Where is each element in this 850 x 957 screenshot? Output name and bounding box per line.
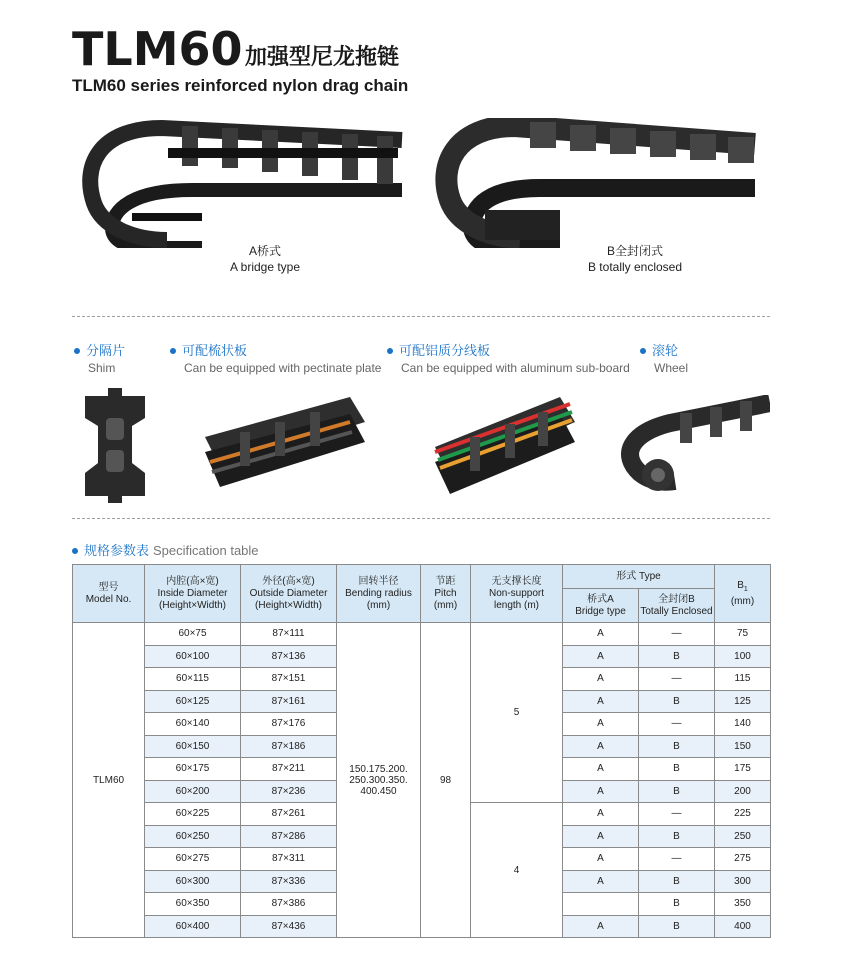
enclosed-type-cell: — [639,668,715,691]
non-support-cell: 4 [471,803,563,938]
inside-diameter-cell: 60×250 [145,825,241,848]
outside-diameter-cell: 87×151 [241,668,337,691]
inside-diameter-cell: 60×140 [145,713,241,736]
col-form-type: 形式 Type [563,565,715,589]
inside-diameter-cell: 60×150 [145,735,241,758]
enclosed-type-cell: — [639,713,715,736]
feature-pectinate-sub: Can be equipped with pectinate plate [184,361,382,375]
bullet-icon [72,548,78,554]
inside-diameter-cell: 60×350 [145,893,241,916]
enclosed-type-cell: — [639,803,715,826]
b1-cell: 350 [715,893,771,916]
inside-diameter-cell: 60×225 [145,803,241,826]
enclosed-type-cell: — [639,623,715,646]
inside-diameter-cell: 60×115 [145,668,241,691]
outside-diameter-cell: 87×176 [241,713,337,736]
outside-diameter-cell: 87×336 [241,870,337,893]
feature-aluminum-sub: Can be equipped with aluminum sub-board [401,361,630,375]
enclosed-type-cell: B [639,870,715,893]
col-b1: $B_1$ (mm) [715,565,771,623]
col-inside-diameter: 内腔(高×宽) Inside Diameter (Height×Width) [145,565,241,623]
outside-diameter-cell: 87×111 [241,623,337,646]
col-totally-enclosed: 全封闭B Totally Enclosed [639,589,715,623]
bullet-icon [170,348,176,354]
feature-shim-sub: Shim [88,361,116,375]
outside-diameter-cell: 87×261 [241,803,337,826]
feature-aluminum-label: 可配铝质分线板 [387,340,490,359]
bridge-type-cell: A [563,713,639,736]
outside-diameter-cell: 87×436 [241,915,337,938]
enclosed-type-cell: — [639,848,715,871]
b1-cell: 225 [715,803,771,826]
shim-image [80,388,150,503]
bullet-icon [387,348,393,354]
b1-cell: 150 [715,735,771,758]
inside-diameter-cell: 60×300 [145,870,241,893]
page-subtitle: TLM60 series reinforced nylon drag chain [72,76,409,95]
bridge-type-chain-image [72,118,417,248]
bridge-type-cell [563,893,639,916]
bridge-type-caption-en: A bridge type [229,260,301,274]
bridge-type-cell: A [563,848,639,871]
inside-diameter-cell: 60×75 [145,623,241,646]
col-non-support-length: 无支撑长度 Non-support length (m) [471,565,563,623]
outside-diameter-cell: 87×286 [241,825,337,848]
bending-radius-cell: 150.175.200. 250.300.350. 400.450 [337,623,421,938]
non-support-cell: 5 [471,623,563,803]
inside-diameter-cell: 60×175 [145,758,241,781]
bridge-type-cell: A [563,668,639,691]
outside-diameter-cell: 87×136 [241,645,337,668]
inside-diameter-cell: 60×200 [145,780,241,803]
b1-cell: 275 [715,848,771,871]
col-outside-diameter: 外径(高×宽) Outside Diameter (Height×Width) [241,565,337,623]
inside-diameter-cell: 60×400 [145,915,241,938]
bullet-icon [74,348,80,354]
outside-diameter-cell: 87×386 [241,893,337,916]
feature-wheel-sub: Wheel [654,361,689,375]
bridge-type-caption-cn: A桥式 [248,244,281,258]
enclosed-type-cell: B [639,758,715,781]
feature-wheel-label: 滚轮 [640,340,678,359]
table-row [73,623,771,646]
enclosed-type-caption-cn: B全封闭式 [606,244,663,258]
outside-diameter-cell: 87×311 [241,848,337,871]
enclosed-type-cell: B [639,780,715,803]
spec-table-heading: 规格参数表 Specification table [72,540,259,559]
outside-diameter-cell: 87×161 [241,690,337,713]
inside-diameter-cell: 60×275 [145,848,241,871]
bridge-type-cell: A [563,690,639,713]
feature-pectinate-label: 可配梳状板 [170,340,247,359]
enclosed-type-caption-en: B totally enclosed [587,260,683,274]
enclosed-type-cell: B [639,690,715,713]
enclosed-type-cell: B [639,825,715,848]
enclosed-type-cell: B [639,893,715,916]
outside-diameter-cell: 87×186 [241,735,337,758]
page-title: TLM60 [72,22,243,76]
b1-cell: 175 [715,758,771,781]
aluminum-sub-board-chain-image [430,392,580,497]
bridge-type-cell: A [563,803,639,826]
col-bending-radius: 回转半径 Bending radius (mm) [337,565,421,623]
b1-cell: 200 [715,780,771,803]
inside-diameter-cell: 60×100 [145,645,241,668]
b1-cell: 115 [715,668,771,691]
b1-cell: 125 [715,690,771,713]
pitch-cell: 98 [421,623,471,938]
b1-cell: 400 [715,915,771,938]
inside-diameter-cell: 60×125 [145,690,241,713]
pectinate-plate-chain-image [200,392,370,492]
bridge-type-cell: A [563,780,639,803]
outside-diameter-cell: 87×211 [241,758,337,781]
bullet-icon [640,348,646,354]
enclosed-type-cell: B [639,915,715,938]
enclosed-type-cell: B [639,735,715,758]
wheel-chain-image [620,395,770,495]
model-cell: TLM60 [73,623,145,938]
b1-cell: 100 [715,645,771,668]
col-pitch: 节距 Pitch (mm) [421,565,471,623]
enclosed-type-chain-image [420,118,765,248]
bridge-type-cell: A [563,870,639,893]
b1-cell: 75 [715,623,771,646]
col-model: 型号 Model No. [73,565,145,623]
bridge-type-cell: A [563,758,639,781]
feature-shim-label: 分隔片 [74,340,125,359]
b1-cell: 140 [715,713,771,736]
col-bridge-type: 桥式A Bridge type [563,589,639,623]
b1-cell: 300 [715,870,771,893]
divider-middle [72,518,770,519]
page-title-chinese: 加强型尼龙拖链 [245,44,400,69]
b1-cell: 250 [715,825,771,848]
enclosed-type-cell: B [639,645,715,668]
bridge-type-cell: A [563,825,639,848]
bridge-type-cell: A [563,623,639,646]
bridge-type-cell: A [563,735,639,758]
divider-top [72,316,770,317]
outside-diameter-cell: 87×236 [241,780,337,803]
spec-table [72,564,771,938]
bridge-type-cell: A [563,645,639,668]
bridge-type-cell: A [563,915,639,938]
